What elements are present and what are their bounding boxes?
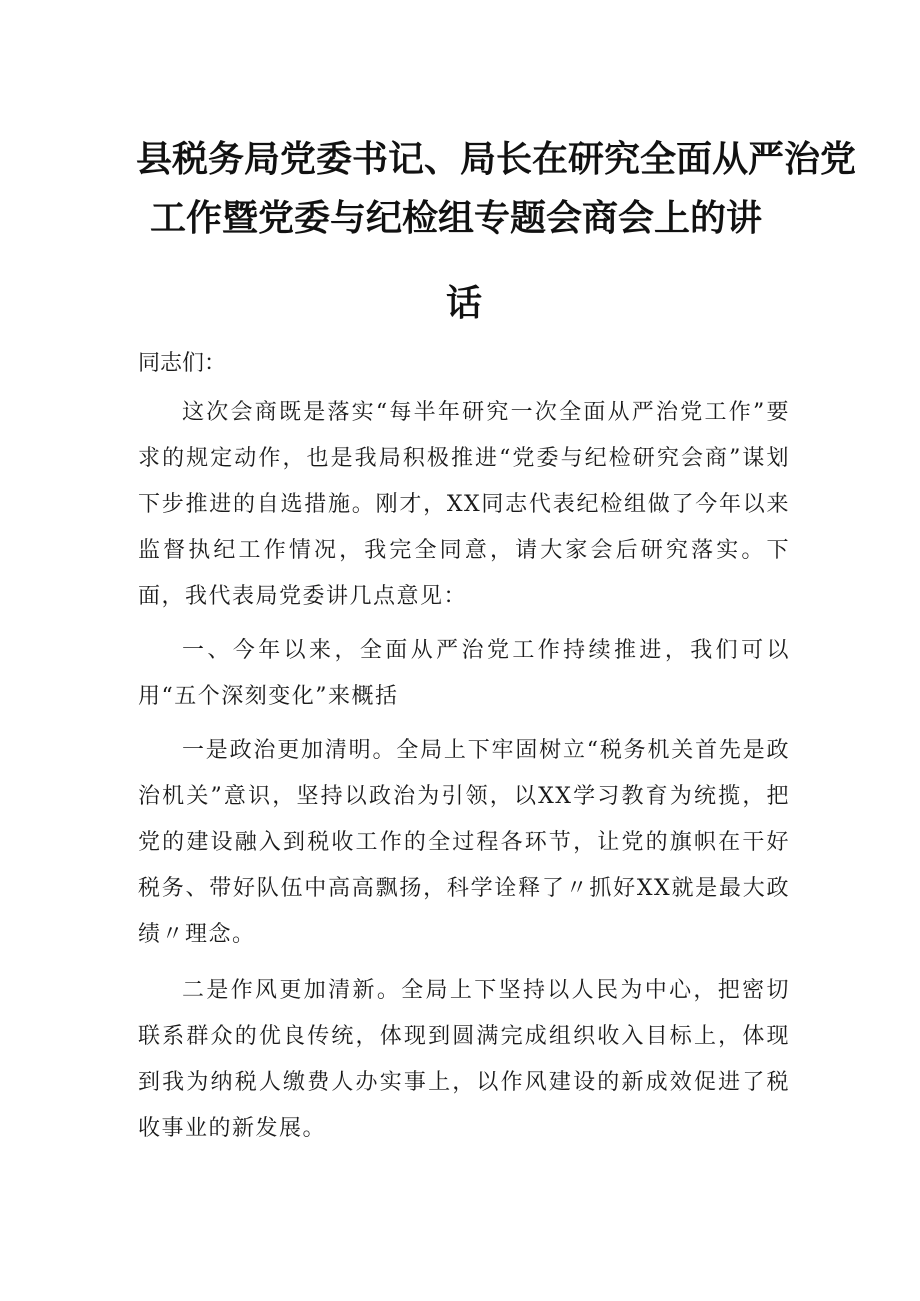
section-heading-1: 一、今年以来，全面从严治党工作持续推进，我们可以用“五个深刻变化”来概括 [138,638,790,709]
paragraph-politics: 一是政治更加清明。全局上下牢固树立“税务机关首先是政治机关”意识，坚持以政治为引领，以XX学习教育为统揽，把党的建设融入到税收工作的全过程各环节，让党的旗帜在干好税务、带好队伍中高高飘扬，科学诠释了〃抓好XX就是最大政绩〃理念。 [138,738,790,947]
title-line-1: 县税务局党委书记、局长在研究全面从严治党 [136,139,857,180]
paragraph-work-style: 二是作风更加清新。全局上下坚持以人民为中心，把密切联系群众的优良传统，体现到圆满完成组织收入目标上，体现到我为纳税人缴费人办实事上，以作风建设的新成效促进了税收事业的新发展。 [138,978,790,1141]
salutation: 同志们： [138,351,227,376]
paragraph-intro: 这次会商既是落实“每半年研究一次全面从严治党工作”要求的规定动作，也是我局积极推进“党委与纪检研究会商”谋划下步推进的自选措施。刚才，XX同志代表纪检组做了今年以来监督执纪工作情况，我完全同意，请大家会后研究落实。下面，我代表局党委讲几点意见： [138,400,790,609]
title-line-3: 话 [446,283,483,324]
title-line-2: 工作暨党委与纪检组专题会商会上的讲 [150,198,763,239]
